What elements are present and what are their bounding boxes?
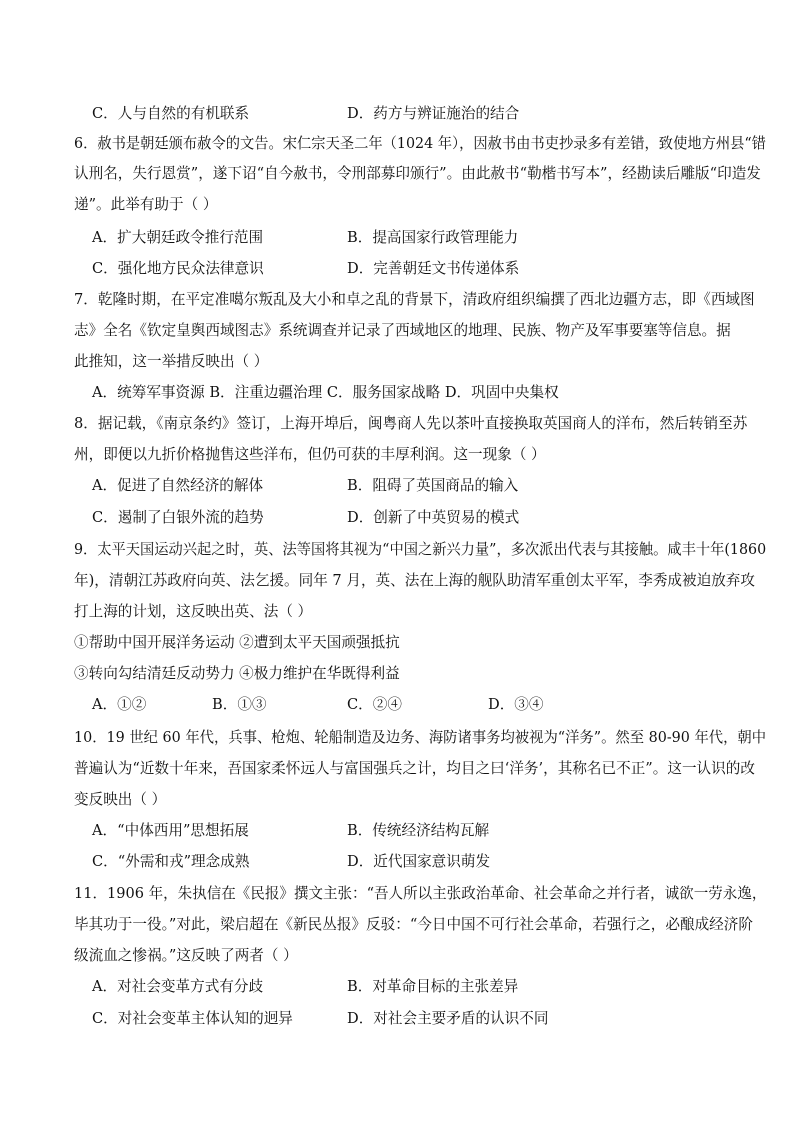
q10-option-a: A．“中体西用”思想拓展: [92, 822, 249, 839]
q8-option-a: A．促进了自然经济的解体: [92, 477, 264, 494]
q10-option-c: C．“外需和戎”理念成熟: [92, 853, 250, 870]
q7-stem-line-3: 此推知，这一举措反映出（ ）: [74, 353, 269, 370]
q6-stem-line-3: 递”。此举有助于（ ）: [74, 196, 218, 213]
q8-option-d: D．创新了中英贸易的模式: [347, 509, 520, 526]
q6-stem-line-2: 认刑名，失行恩赏”，遂下诏“自今赦书，令刑部募印颁行”。由此赦书“勒楷书写本”，经勘读后雕版“印造发: [74, 165, 761, 182]
q10-option-b: B．传统经济结构瓦解: [347, 822, 490, 839]
q11-option-b: B．对革命目标的主张差异: [347, 978, 519, 995]
q6-option-d: D．完善朝廷文书传递体系: [347, 260, 520, 277]
q10-stem-line-2: 普遍认为“近数十年来，吾国家柔怀远人与富国强兵之计，均目之曰‘洋务’，其称名已不正”。这一认识的改: [74, 760, 755, 777]
q8-stem-line-2: 州，即便以九折价格抛售这些洋布，但仍可获的丰厚利润。这一现象（ ）: [74, 446, 546, 463]
q11-option-a: A．对社会变革方式有分歧: [92, 978, 264, 995]
q9-option-c: C．②④: [347, 696, 402, 713]
q9-item-line-2: ③转向勾结清廷反动势力 ④极力维护在华既得利益: [74, 665, 400, 682]
q9-item-line-1: ①帮助中国开展洋务运动 ②遭到太平天国顽强抵抗: [74, 634, 400, 651]
q7-options: A．统筹军事资源 B．注重边疆治理 C．服务国家战略 D．巩固中央集权: [92, 384, 559, 401]
q6-option-b: B．提高国家行政管理能力: [347, 229, 519, 246]
q8-option-b: B．阻碍了英国商品的输入: [347, 477, 519, 494]
q11-option-d: D．对社会主要矛盾的认识不同: [347, 1010, 549, 1027]
q9-option-d: D．③④: [488, 696, 544, 713]
q9-option-b: B．①③: [212, 696, 267, 713]
q10-stem-line-3: 变反映出（ ）: [74, 791, 167, 808]
q10-option-d: D．近代国家意识萌发: [347, 853, 491, 870]
q5-option-d: D．药方与辨证施治的结合: [347, 105, 520, 122]
q6-option-c: C．强化地方民众法律意识: [92, 260, 264, 277]
q11-stem-line-1: 11．1906 年，朱执信在《民报》撰文主张：“吾人所以主张政治革命、社会革命之并行者，诚欲一劳永逸，: [74, 885, 767, 902]
q9-stem-line-2: 年)，清朝江苏政府向英、法乞援。同年 7 月，英、法在上海的舰队助清军重创太平军，李秀成被迫放弃攻: [74, 572, 755, 589]
q11-stem-line-2: 毕其功于一役。”对此，梁启超在《新民丛报》反驳：“今日中国不可行社会革命，若强行之，必酿成经济阶: [74, 916, 753, 933]
q7-stem-line-2: 志》全名《钦定皇舆西域图志》系统调查并记录了西域地区的地理、民族、物产及军事要塞等信息。据: [74, 322, 731, 339]
q6-option-a: A．扩大朝廷政令推行范围: [92, 229, 264, 246]
q8-option-c: C．遏制了白银外流的趋势: [92, 509, 264, 526]
q8-stem-line-1: 8．据记载，《南京条约》签订，上海开埠后，闽粤商人先以茶叶直接换取英国商人的洋布，然后转销至苏: [74, 415, 748, 432]
q5-option-c: C．人与自然的有机联系: [92, 105, 250, 122]
q9-stem-line-3: 打上海的计划，这反映出英、法（ ）: [74, 603, 313, 620]
q10-stem-line-1: 10．19 世纪 60 年代，兵事、枪炮、轮船制造及边务、海防诸事务均被视为“洋务”。然至 80-90 年代，朝中: [74, 729, 767, 746]
q6-stem-line-1: 6．赦书是朝廷颁布赦令的文告。宋仁宗天圣二年（1024 年），因赦书由书吏抄录多有差错，致使地方州县“错: [74, 135, 766, 152]
q9-stem-line-1: 9．太平天国运动兴起之时，英、法等国将其视为“中国之新兴力量”，多次派出代表与其接触。咸丰十年(1860: [74, 541, 767, 558]
q11-stem-line-3: 级流血之惨祸。”这反映了两者（ ）: [74, 947, 298, 964]
q11-option-c: C．对社会变革主体认知的迥异: [92, 1010, 293, 1027]
q9-option-a: A．①②: [92, 696, 147, 713]
q7-stem-line-1: 7．乾隆时期，在平定准噶尔叛乱及大小和卓之乱的背景下，清政府组织编撰了西北边疆方志，即《西域图: [74, 291, 755, 308]
